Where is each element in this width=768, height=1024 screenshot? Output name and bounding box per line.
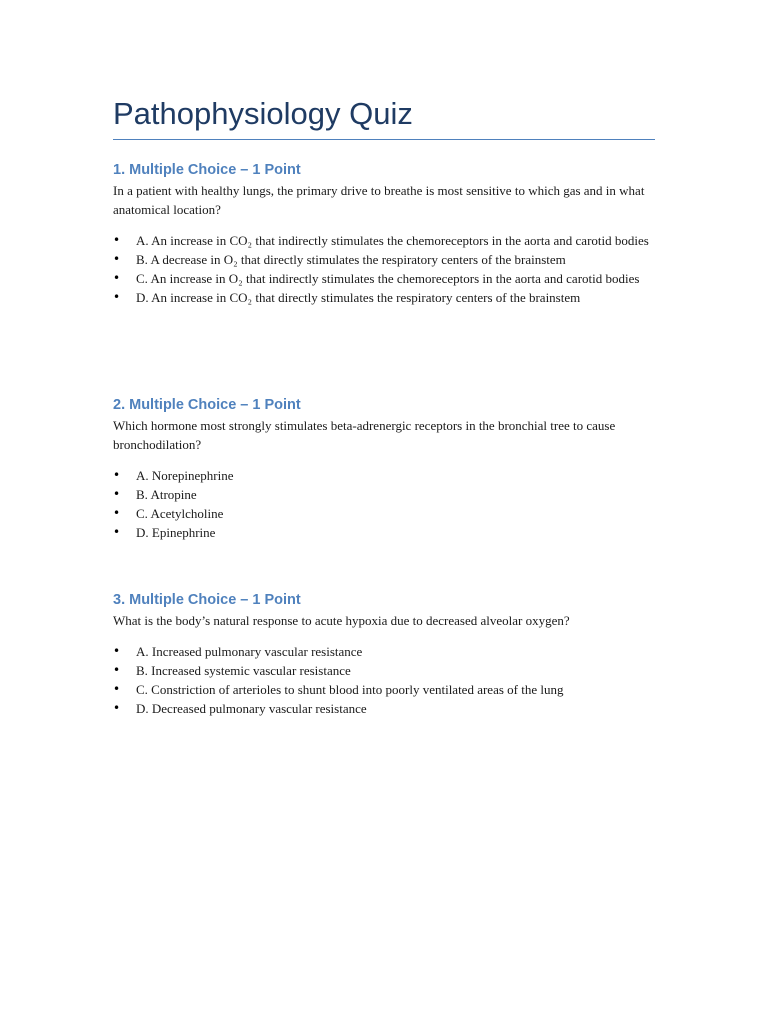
answer-option-b [113,661,655,680]
option-label: C. Acetylcholine [136,506,224,521]
option-label: C. Constriction of arterioles to shunt blood into poorly ventilated areas of the lung [136,682,564,697]
bullet-icon: • [113,525,121,539]
option-label: D. An increase in CO₂ that directly stimulates the respiratory centers of the brainstem [136,290,581,305]
answer-option-c [113,680,655,699]
question-3 [113,590,655,718]
question-2 [113,395,655,542]
bullet-icon: • [113,701,121,715]
bullet-icon: • [113,290,121,304]
option-label: B. Increased systemic vascular resistance [136,663,351,678]
question-1 [113,160,655,307]
answer-options-list [113,642,655,718]
bullet-icon: • [113,468,121,482]
bullet-icon: • [113,682,121,696]
bullet-icon: • [113,271,121,285]
question-text: In a patient with healthy lungs, the primary drive to breathe is most sensitive to which gas and in what anatomical location? [113,183,645,217]
option-label: D. Decreased pulmonary vascular resistance [136,701,367,716]
answer-options-list [113,231,655,307]
answer-option-b [113,250,655,269]
question-text: Which hormone most strongly stimulates beta-adrenergic receptors in the bronchial tree to cause bronchodilation? [113,418,616,452]
question-heading: 2. Multiple Choice – 1 Point [113,397,301,413]
question-heading: 3. Multiple Choice – 1 Point [113,592,301,608]
answer-option-b [113,485,655,504]
question-heading: 1. Multiple Choice – 1 Point [113,162,301,178]
answer-option-a [113,466,655,485]
answer-option-a [113,231,655,250]
option-label: B. Atropine [136,487,197,502]
bullet-icon: • [113,487,121,501]
title-underline [113,139,655,140]
answer-options-list [113,466,655,542]
option-label: C. An increase in O₂ that indirectly stimulates the chemoreceptors in the aorta and carotid bodies [136,271,640,286]
bullet-icon: • [113,506,121,520]
bullet-icon: • [113,233,121,247]
option-label: D. Epinephrine [136,525,216,540]
question-text: What is the body’s natural response to acute hypoxia due to decreased alveolar oxygen? [113,613,570,628]
answer-option-d [113,288,655,307]
answer-option-c [113,269,655,288]
option-label: A. An increase in CO₂ that indirectly stimulates the chemoreceptors in the aorta and carotid bodies [136,233,649,248]
answer-option-d [113,523,655,542]
option-label: A. Norepinephrine [136,468,234,483]
option-label: B. A decrease in O₂ that directly stimulates the respiratory centers of the brainstem [136,252,566,267]
bullet-icon: • [113,663,121,677]
answer-option-a [113,642,655,661]
page-title: Pathophysiology Quiz [113,96,413,131]
option-label: A. Increased pulmonary vascular resistance [136,644,363,659]
answer-option-c [113,504,655,523]
answer-option-d [113,699,655,718]
bullet-icon: • [113,252,121,266]
bullet-icon: • [113,644,121,658]
